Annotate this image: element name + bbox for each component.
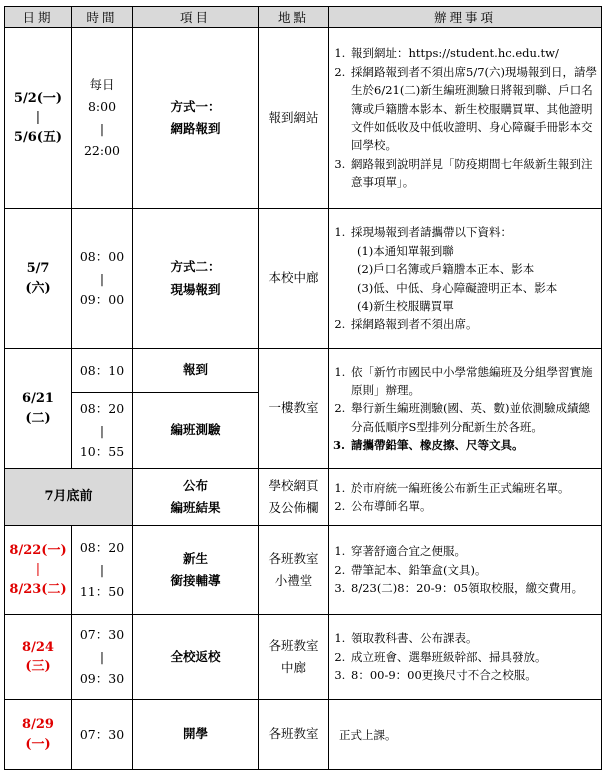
table-row [5,469,602,526]
time-cell: 07：30 [72,700,133,770]
time-cell: 08：20 | 10：55 [72,393,133,469]
task-item: 3. 網路報到說明詳見「防疫期間七年級新生報到注意事項單」。 [349,155,597,192]
tasks-cell [329,469,602,526]
location-cell: 報到網站 [259,28,329,209]
table-row [5,526,602,615]
header-date: 日期 [5,7,72,28]
item-cell: 編班測驗 [133,393,259,469]
table-row [5,615,602,700]
task-list [329,627,601,686]
task-item: 3. 8：00-9：00更換尺寸不合之校服。 [349,666,597,684]
date-cell: 7月底前 [5,469,133,526]
schedule-table [4,6,602,770]
header-item: 項目 [133,7,259,28]
item-cell: 開學 [133,700,259,770]
tasks-cell [329,209,602,349]
date-cell: 8/22(一) | 8/23(二) [5,526,72,615]
date-cell: 8/24 (三) [5,615,72,700]
date-cell: 5/2(一) | 5/6(五) [5,28,72,209]
tasks-cell [329,349,602,469]
task-item: 3. 請攜帶鉛筆、橡皮擦、尺等文具。 [349,436,597,454]
time-cell: 08：10 [72,349,133,393]
task-item: 2. 公布導師名單。 [349,497,597,515]
header-time: 時間 [72,7,133,28]
location-cell: 一樓教室 [259,349,329,469]
tasks-cell [329,526,602,615]
header-tasks: 辦理事項 [329,7,602,28]
task-list [329,477,601,518]
task-list [329,361,601,457]
location-cell: 學校網頁 及公佈欄 [259,469,329,526]
item-cell: 公布 編班結果 [133,469,259,526]
task-item: 2. 舉行新生編班測驗(國、英、數)並依測驗成績總分高低順序S型排列分配新生於各班。 [349,399,597,436]
table-row [5,28,602,209]
location-cell: 本校中廊 [259,209,329,349]
tasks-cell [329,28,602,209]
task-item: 2. 帶筆記本、鉛筆盒(文具)。 [349,561,597,579]
tasks-cell [329,615,602,700]
item-cell: 新生 銜接輔導 [133,526,259,615]
header-location: 地點 [259,7,329,28]
date-cell: 5/7 (六) [5,209,72,349]
date-cell: 6/21 (二) [5,349,72,469]
task-list [329,42,601,193]
table-row [5,209,602,349]
time-cell: 08：00 | 09：00 [72,209,133,349]
location-cell: 各班教室 [259,700,329,770]
task-item: 1. 報到網址：https://student.hc.edu.tw/ [349,44,597,62]
task-item: 2. 採網路報到者不須出席5/7(六)現場報到日，請學生於6/21(二)新生編班測驗日將報到聯、戶口名簿或戶籍謄本影本、新生校服購買單、其他證明文件如低收及中低收證明、身心障礙手冊影本交回學校。 [349,63,597,155]
task-item: 1. 依「新竹市國民中小學常態編班及分組學習實施原則」辦理。 [349,363,597,400]
task-list [329,540,601,599]
tasks-cell: 正式上課。 [329,700,602,770]
task-item: 3. 8/23(二)8：20-9：05領取校服，繳交費用。 [349,579,597,597]
task-item: 1. 於市府統一編班後公布新生正式編班名單。 [349,479,597,497]
location-cell: 各班教室 小禮堂 [259,526,329,615]
item-cell: 方式一： 網路報到 [133,28,259,209]
task-item: 1. 領取教科書、公布課表。 [349,629,597,647]
location-cell: 各班教室 中廊 [259,615,329,700]
time-cell: 08：20 | 11：50 [72,526,133,615]
item-cell: 報到 [133,349,259,393]
item-cell: 方式二： 現場報到 [133,209,259,349]
task-item: 2. 採網路報到者不須出席。 [349,315,597,333]
table-row [5,700,602,770]
task-item: 1. 採現場報到者請攜帶以下資料： (1)本通知單報到聯 (2)戶口名簿或戶籍謄本正本、影本 (3)低、中低、身心障礙證明正本、影本 (4)新生校服購買單 [349,223,597,315]
task-item: 2. 成立班會、選舉班級幹部、掃具發放。 [349,648,597,666]
task-item: 1. 穿著舒適合宜之便服。 [349,542,597,560]
time-cell: 每日 8:00 | 22:00 [72,28,133,209]
table-row [5,349,602,393]
date-cell: 8/29 (一) [5,700,72,770]
header-row [5,7,602,28]
task-list [329,221,601,335]
item-cell: 全校返校 [133,615,259,700]
time-cell: 07：30 | 09：30 [72,615,133,700]
